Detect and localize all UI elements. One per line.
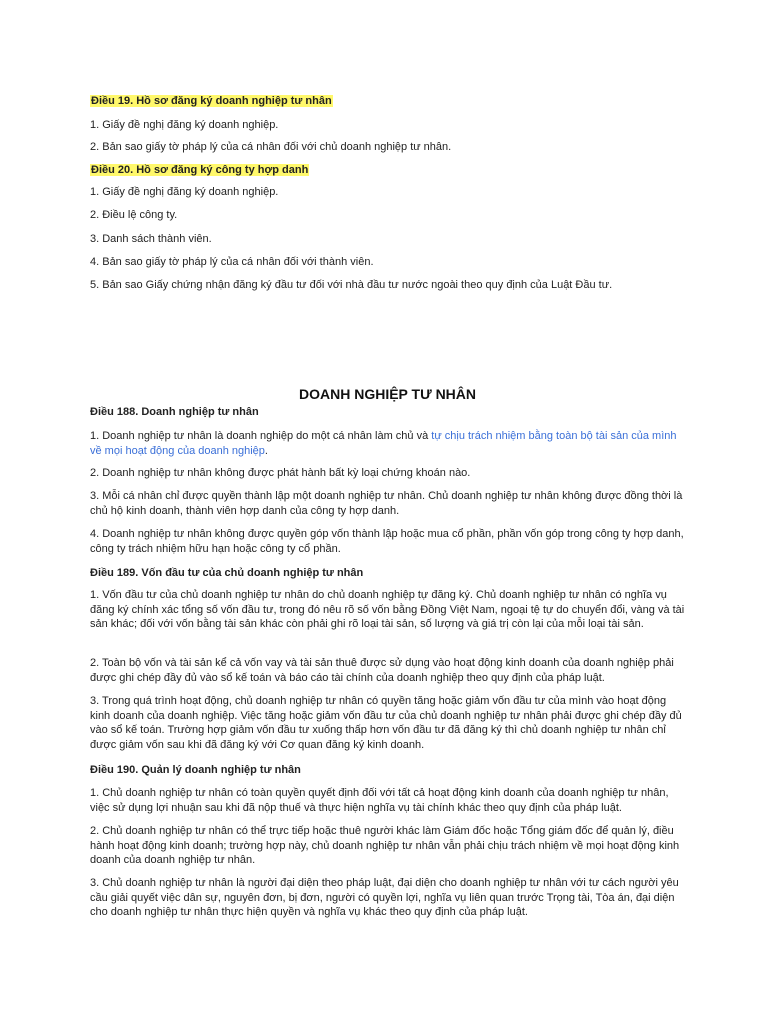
article-20-item: 5. Bản sao Giấy chứng nhận đăng ký đầu tư đối với nhà đầu tư nước ngoài theo quy định của Luật Đầu tư. (90, 279, 613, 291)
article-20-item: 2. Điều lệ công ty. (90, 209, 178, 221)
article-19-item: 2. Bản sao giấy tờ pháp lý của cá nhân đối với chủ doanh nghiệp tư nhân. (90, 141, 452, 153)
section-title: DOANH NGHIỆP TƯ NHÂN (298, 386, 477, 402)
article-190-paragraph-2: 2. Chủ doanh nghiệp tư nhân có thể trực tiếp hoặc thuê người khác làm Giám đốc hoặc Tổng giám đốc để quản lý, điều hành hoạt động kinh doanh; trường hợp này, chủ doanh nghiệp tư nhân vẫn phải chịu trách nhiệm về mọi hoạt động kinh doanh của doanh nghiệp tư nhân. (90, 825, 680, 866)
article-188-paragraph-2: 2. Doanh nghiệp tư nhân không được phát hành bất kỳ loại chứng khoán nào. (90, 467, 471, 479)
liability-link[interactable]: tự chịu trách nhiệm bằng toàn bộ tài sản của mình về mọi hoạt động của doanh nghiệp (90, 430, 677, 457)
article-20-item: 1. Giấy đề nghị đăng ký doanh nghiệp. (90, 186, 279, 198)
article-189-paragraph-3: 3. Trong quá trình hoạt động, chủ doanh nghiệp tư nhân có quyền tăng hoặc giảm vốn đầu tư của mình vào hoạt động kinh doanh của doanh nghiệp. Việc tăng hoặc giảm vốn đầu tư của chủ doanh nghiệp tư nhân phải được ghi chép đầy đủ vào sổ kế toán. Trường hợp giảm vốn đầu tư xuống thấp hơn vốn đầu tư đã đăng ký thì chủ doanh nghiệp tư nhân chỉ được giảm vốn sau khi đã đăng ký với Cơ quan đăng ký kinh doanh. (90, 695, 682, 751)
article-188-heading: Điều 188. Doanh nghiệp tư nhân (90, 406, 259, 418)
article-20-item: 3. Danh sách thành viên. (90, 233, 212, 245)
article-188-paragraph-1: 1. Doanh nghiệp tư nhân là doanh nghiệp do một cá nhân làm chủ và tự chịu trách nhiệm bằng toàn bộ tài sản của mình về mọi hoạt động của doanh nghiệp. (90, 430, 677, 457)
article-190-paragraph-1: 1. Chủ doanh nghiệp tư nhân có toàn quyền quyết định đối với tất cả hoạt động kinh doanh của doanh nghiệp tư nhân, việc sử dụng lợi nhuận sau khi đã nộp thuế và thực hiện nghĩa vụ tài chính khác theo quy định của pháp luật. (90, 787, 669, 814)
article-20-item: 4. Bản sao giấy tờ pháp lý của cá nhân đối với thành viên. (90, 256, 374, 268)
article-190-paragraph-3: 3. Chủ doanh nghiệp tư nhân là người đại diện theo pháp luật, đại diện cho doanh nghiệp tư nhân với tư cách người yêu cầu giải quyết việc dân sự, nguyên đơn, bị đơn, người có quyền lợi, nghĩa vụ liên quan trước Trọng tài, Tòa án, đại diện cho doanh nghiệp tư nhân thực hiện quyền và nghĩa vụ khác theo quy định của pháp luật. (90, 877, 679, 918)
article-189-paragraph-1: 1. Vốn đầu tư của chủ doanh nghiệp tư nhân do chủ doanh nghiệp tự đăng ký. Chủ doanh nghiệp tư nhân có nghĩa vụ đăng ký chính xác tổng số vốn đầu tư, trong đó nêu rõ số vốn bằng Đồng Việt Nam, ngoại tệ tự do chuyển đổi, vàng và tài sản khác; đối với vốn bằng tài sản khác còn phải ghi rõ loại tài sản, số lượng và giá trị còn lại của mỗi loại tài sản. (90, 589, 685, 630)
article-190-heading: Điều 190. Quản lý doanh nghiệp tư nhân (90, 764, 301, 776)
article-189-paragraph-2: 2. Toàn bộ vốn và tài sản kể cả vốn vay và tài sản thuê được sử dụng vào hoạt động kinh doanh của doanh nghiệp phải được ghi chép đầy đủ vào sổ kế toán và báo cáo tài chính của doanh nghiệp theo quy định của pháp luật. (90, 657, 674, 684)
article-20-heading: Điều 20. Hồ sơ đăng ký công ty hợp danh (91, 164, 309, 176)
article-189-heading: Điều 189. Vốn đầu tư của chủ doanh nghiệp tư nhân (90, 567, 364, 579)
article-19-heading: Điều 19. Hồ sơ đăng ký doanh nghiệp tư nhân (91, 95, 332, 107)
article-188-paragraph-3: 3. Mỗi cá nhân chỉ được quyền thành lập một doanh nghiệp tư nhân. Chủ doanh nghiệp tư nhân không được đồng thời là chủ hộ kinh doanh, thành viên hợp danh của công ty hợp danh. (90, 490, 683, 517)
article-188-paragraph-4: 4. Doanh nghiệp tư nhân không được quyền góp vốn thành lập hoặc mua cổ phần, phần vốn góp trong công ty hợp danh, công ty trách nhiệm hữu hạn hoặc công ty cổ phần. (90, 528, 684, 555)
article-19-item: 1. Giấy đề nghị đăng ký doanh nghiệp. (90, 119, 279, 131)
